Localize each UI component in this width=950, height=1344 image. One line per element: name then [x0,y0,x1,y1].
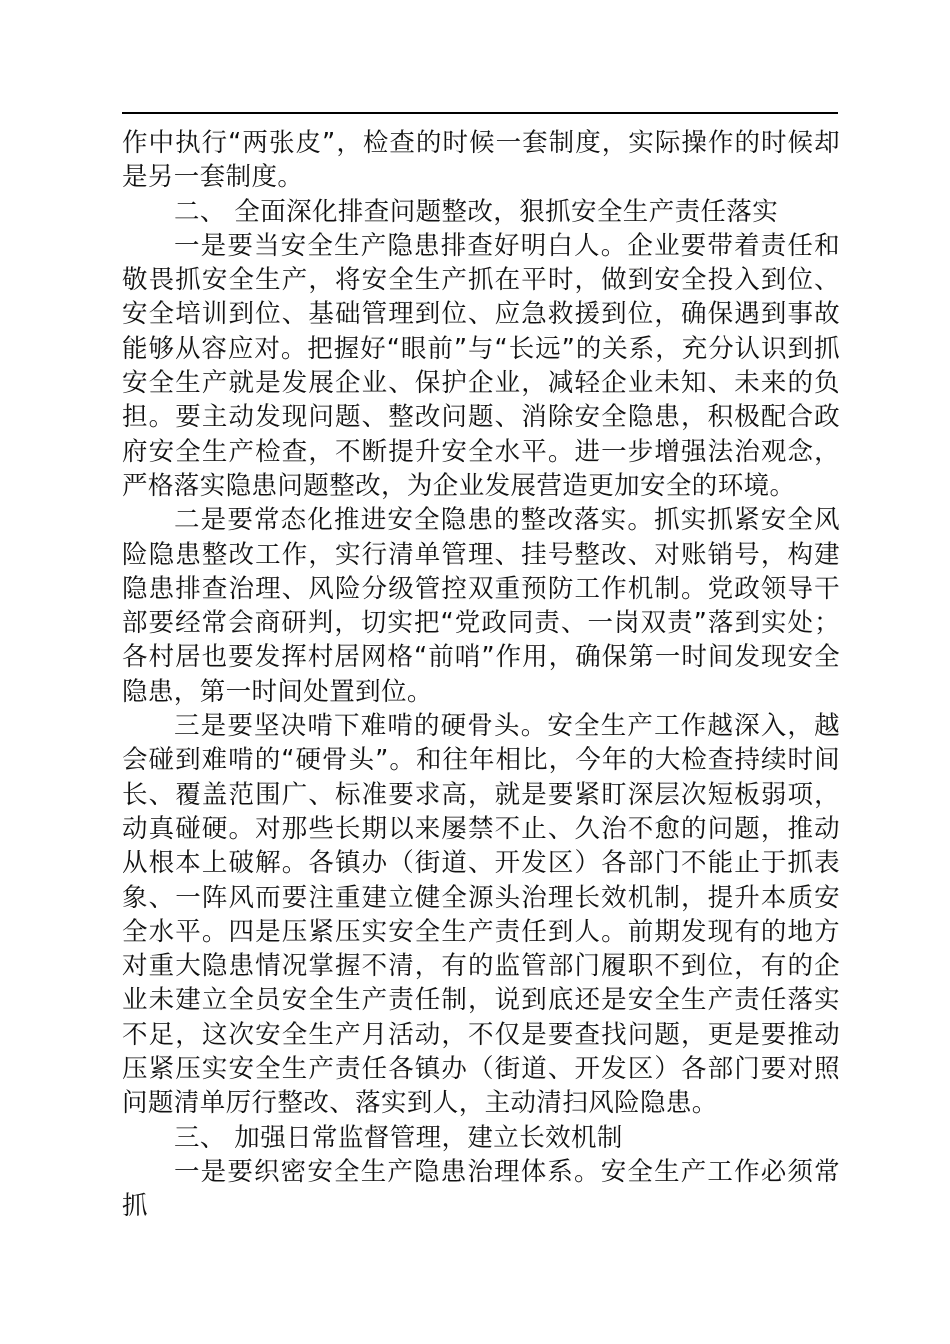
paragraph-item-4: 一是要织密安全生产隐患治理体系。安全生产工作必须常抓 [122,1156,840,1222]
paragraph-continuation: 作中执行“两张皮”，检查的时候一套制度，实际操作的时候却是另一套制度。 [122,128,840,193]
section-heading-3: 三、 加强日常监督管理，建立长效机制 [174,1122,623,1153]
paragraph-item-2: 二是要常态化推进安全隐患的整改落实。抓实抓紧安全风险隐患整改工作，实行清单管理、挂号整改、对账销号，构建隐患排查治理、风险分级管控双重预防工作机制。党政领导干部要经常会商研判，切实把“党政同责、一岗双责”落到实处；各村居也要发挥村居网格“前哨”作用，确保第一时间发现安全隐患，第一时间处置到位。 [122,505,840,707]
document-body [122,126,840,1224]
paragraph-item-3: 三是要坚决啃下难啃的硬骨头。安全生产工作越深入，越会碰到难啃的“硬骨头”。和往年相比，今年的大检查持续时间长、覆盖范围广、标准要求高，就是要紧盯深层次短板弱项，动真碰硬。对那些长期以来屡禁不止、久治不愈的问题，推动从根本上破解。各镇办（街道、开发区）各部门不能止于抓表象、一阵风而要注重建立健全源头治理长效机制，提升本质安全水平。四是压紧压实安全生产责任到人。前期发现有的地方对重大隐患情况掌握不清，有的监管部门履职不到位，有的企业未建立全员安全生产责任制，说到底还是安全生产责任落实不足，这次安全生产月活动，不仅是要查找问题，更是要推动压紧压实安全生产责任各镇办（街道、开发区）各部门要对照问题清单厉行整改、落实到人，主动清扫风险隐患。 [122,711,840,1119]
section-heading-2: 二、 全面深化排查问题整改，狠抓安全生产责任落实 [174,196,779,227]
paragraph-item-1: 一是要当安全生产隐患排查好明白人。企业要带着责任和敬畏抓安全生产，将安全生产抓在平时，做到安全投入到位、安全培训到位、基础管理到位、应急救援到位，确保遇到事故能够从容应对。把握好“眼前”与“长远”的关系，充分认识到抓安全生产就是发展企业、保护企业，减轻企业未知、未来的负担。要主动发现问题、整改问题、消除安全隐患，积极配合政府安全生产检查，不断提升安全水平。进一步增强法治观念，严格落实隐患问题整改，为企业发展营造更加安全的环境。 [122,230,840,501]
header-rule [122,112,838,114]
